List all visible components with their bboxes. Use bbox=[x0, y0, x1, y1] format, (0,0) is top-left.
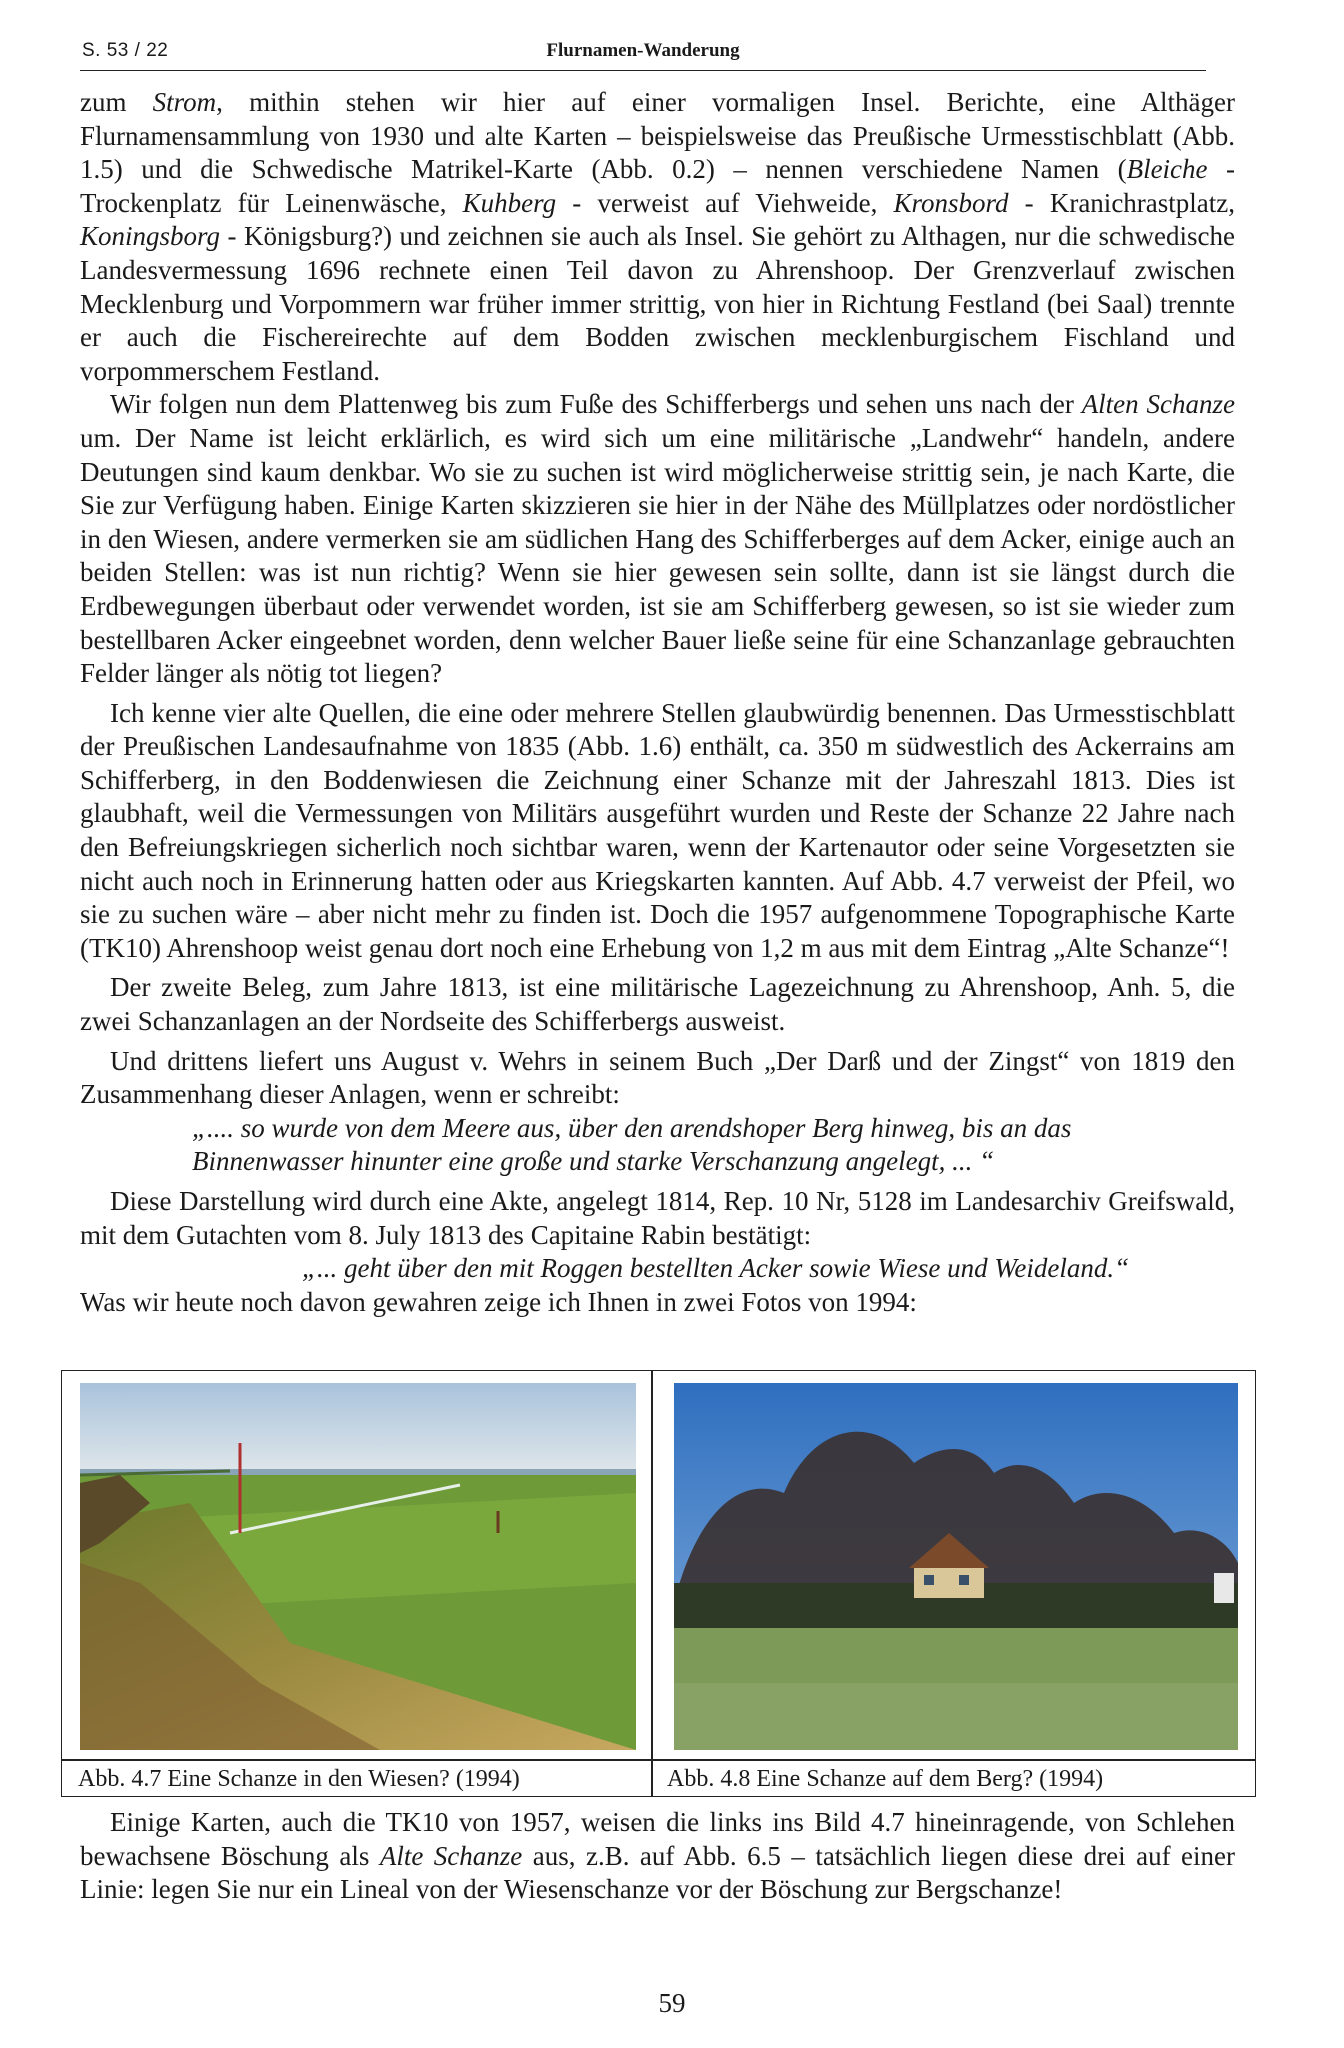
hill-image bbox=[674, 1383, 1238, 1750]
paragraph: Diese Darstellung wird durch eine Akte, angelegt 1814, Rep. 10 Nr, 5128 im Landesarchiv Greifswald, mit dem Gutachten vom 8. July 1813 des Capitaine Rabin bestätigt: bbox=[80, 1186, 1235, 1250]
paragraph: Was wir heute noch davon gewahren zeige ich Ihnen in zwei Fotos von 1994: bbox=[80, 1286, 917, 1317]
paragraph: zum Strom, mithin stehen wir hier auf einer vormaligen Insel. Berichte, eine Althäger Flurnamensammlung von 1930 und alte Karten – beispielsweise das Preußische Urmesstischblatt (Abb. 1.5) und die Schwedische Matrikel-Karte (Abb. 0.2) – nennen verschiedene Namen (Bleiche - Trockenplatz für Leinenwäsche, Kuhberg - verweist auf Viehweide, Kronsbord - Kranichrastplatz, Koningsborg - Königsburg?) und zeichnen sie auch als Insel. Sie gehört zu Althagen, nur die schwedische Landesvermessung 1696 rechnete einen Teil davon zu Ahrenshoop. Der Grenzverlauf zwischen Mecklenburg und Vorpommern war früher immer strittig, von hier in Richtung Festland (bei Saal) trennte er auch die Fischereirechte auf dem Bodden zwischen mecklenburgischem Fischland und vorpommerschem Festland. bbox=[80, 87, 1236, 386]
paragraph: Wir folgen nun dem Plattenweg bis zum Fuße des Schifferbergs und sehen uns nach der Alten Schanze um. Der Name ist leicht erklärlich, es wird sich um eine militärische „Landwehr“ handeln, andere Deutungen sind kaum denkbar. Wo sie zu suchen ist wird möglicherweise strittig sein, je nach Karte, die Sie zur Verfügung haben. Einige Karten skizzieren sie hier in der Nähe des Müllplatzes oder nordöstlicher in den Wiesen, andere vermerken sie am südlichen Hang des Schifferberges auf dem Acker, einige auch an beiden Stellen: was ist nun richtig? Wenn sie hier gewesen sein sollte, dann ist sie längst durch die Erdbewegungen überbaut oder verwendet worden, ist sie am Schifferberg gewesen, so ist sie wieder zum bestellbaren Acker eingeebnet worden, denn welcher Bauer ließe seine für eine Schanzanlage gebrauchten Felder länger als nötig tot liegen? bbox=[80, 389, 1235, 689]
paragraph: Und drittens liefert uns August v. Wehrs in seinem Buch „Der Darß und der Zingst“ von 1819 den Zusammenhang dieser Anlagen, wenn er schreibt: bbox=[80, 1045, 1235, 1110]
figure-box bbox=[61, 1370, 1256, 1797]
running-title: Flurnamen-Wanderung bbox=[546, 40, 740, 61]
paragraph: Einige Karten, auch die TK10 von 1957, weisen die links ins Bild 4.7 hineinragende, von Schlehen bewachsene Böschung als Alte Schanze aus, z.B. auf Abb. 6.5 – tatsächlich liegen diese drei auf einer Linie: legen Sie nur ein Lineal von der Wiesenschanze vor der Böschung zur Bergschanze! bbox=[80, 1807, 1235, 1905]
page-number: 59 bbox=[658, 1988, 686, 2018]
page-reference: S. 53 / 22 bbox=[82, 40, 169, 61]
body-text bbox=[80, 86, 1235, 1319]
caption-rule bbox=[62, 1759, 1255, 1761]
photo-meadow-schanze bbox=[80, 1383, 636, 1750]
paragraph: Der zweite Beleg, zum Jahre 1813, ist eine militärische Lagezeichnung zu Ahrenshoop, Anh. 5, die zwei Schanzanlagen an der Nordseite des Schifferbergs ausweist. bbox=[80, 972, 1235, 1037]
figure-caption: Abb. 4.7 Eine Schanze in den Wiesen? (1994) bbox=[78, 1766, 520, 1792]
quotation-line: „... geht über den mit Roggen bestellten Acker sowie Wiese und Weideland.“ bbox=[302, 1253, 1130, 1284]
figure-divider bbox=[651, 1371, 653, 1796]
running-header bbox=[80, 40, 1206, 71]
figure-caption: Abb. 4.8 Eine Schanze auf dem Berg? (1994) bbox=[667, 1766, 1104, 1792]
closing-text bbox=[80, 1806, 1235, 1907]
quotation-line: „.... so wurde von dem Meere aus, über den arendshoper Berg hinweg, bis an das bbox=[192, 1112, 1072, 1143]
paragraph: Ich kenne vier alte Quellen, die eine oder mehrere Stellen glaubwürdig benennen. Das Urmesstischblatt der Preußischen Landesaufnahme von 1835 (Abb. 1.6) enthält, ca. 350 m südwestlich des Ackerrains am Schifferberg, in den Boddenwiesen die Zeichnung einer Schanze mit der Jahreszahl 1813. Dies ist glaubhaft, weil die Vermessungen von Militärs ausgeführt wurden und Reste der Schanze 22 Jahre nach den Befreiungskriegen sicherlich noch sichtbar waren, wenn der Kartenautor oder seine Vorgesetzten sie nicht auch noch in Erinnerung hatten oder aus Kriegskarten kannten. Auf Abb. 4.7 verweist der Pfeil, wo sie zu suchen wäre – aber nicht mehr zu finden ist. Doch die 1957 aufgenommene Topographische Karte (TK10) Ahrenshoop weist genau dort noch eine Erhebung von 1,2 m aus mit dem Eintrag „Alte Schanze“! bbox=[80, 697, 1235, 963]
meadow-image bbox=[80, 1383, 636, 1750]
photo-hill-schanze bbox=[674, 1383, 1238, 1750]
quotation-line: Binnenwasser hinunter eine große und starke Verschanzung angelegt, ... “ bbox=[192, 1146, 995, 1177]
